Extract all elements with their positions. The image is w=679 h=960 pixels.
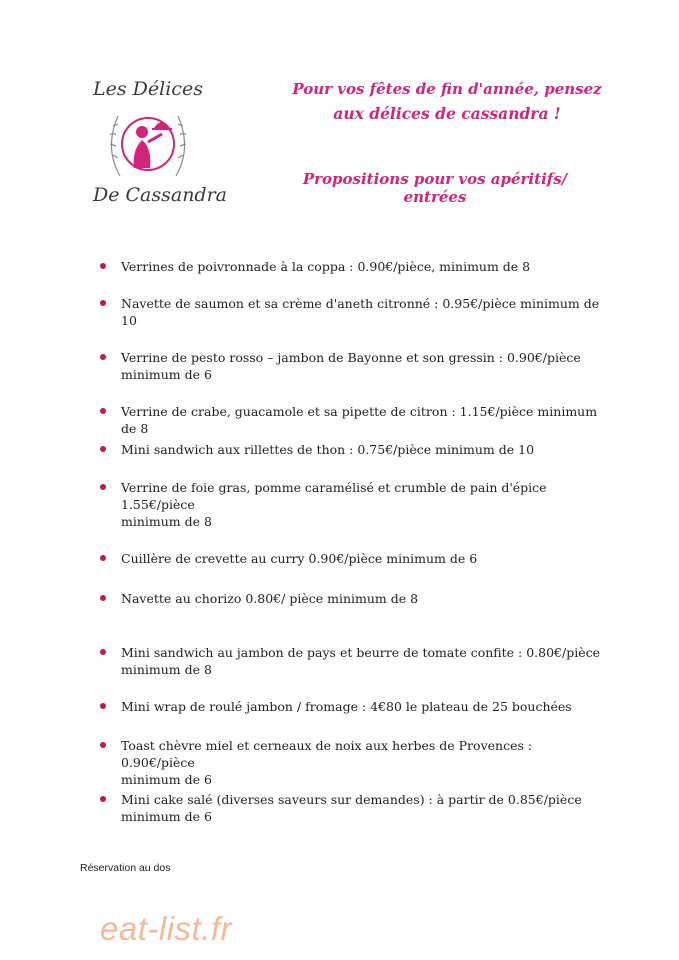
item-text-continued: minimum de 8 [121,662,212,677]
bullet-icon [100,263,106,269]
headline-line1: Pour vos fêtes de fin d'année, pensez [292,80,602,98]
item-text-continued: minimum de 6 [121,809,212,824]
logo [82,78,228,212]
item-text: Navette de saumon et sa crème d'aneth citronné : 0.95€/pièce minimum de 10 [121,296,600,328]
reservation-note: Réservation au dos [80,862,171,874]
bullet-icon [100,408,106,414]
bullet-icon [100,300,106,306]
item-text: Toast chèvre miel et cerneaux de noix aux herbes de Provences : 0.90€/pièce [121,738,533,770]
item-text: Mini sandwich au jambon de pays et beurre de tomate confite : 0.80€/pièce [121,645,601,660]
menu-subtitle: Propositions pour vos apéritifs/ entrées [302,170,568,206]
chef-emblem-icon [98,98,198,186]
bullet-icon [100,595,106,601]
item-text: Verrine de pesto rosso – jambon de Bayonne et son gressin : 0.90€/pièce [121,350,581,365]
item-text: Mini cake salé (diverses saveurs sur demandes) : à partir de 0.85€/pièce [121,792,582,807]
item-text: Navette au chorizo 0.80€/ pièce minimum de 8 [121,591,419,606]
item-text: Mini wrap de roulé jambon / fromage : 4€80 le plateau de 25 bouchées [121,699,572,714]
bullet-icon [100,796,106,802]
bullet-icon [100,555,106,561]
bullet-icon [100,742,106,748]
bullet-icon [100,446,106,452]
item-text: Verrine de crabe, guacamole et sa pipette de citron : 1.15€/pièce minimum de 8 [121,404,598,436]
watermark: eat-list.fr [100,910,233,947]
item-text: Cuillère de crevette au curry 0.90€/pièce minimum de 6 [121,551,478,566]
bullet-icon [100,703,106,709]
item-text-continued: minimum de 8 [121,514,212,529]
bullet-icon [100,649,106,655]
item-text: Mini sandwich aux rillettes de thon : 0.75€/pièce minimum de 10 [121,442,535,457]
item-text-continued: minimum de 6 [121,772,212,787]
headline-line2: aux délices de cassandra ! [333,104,561,123]
item-text-continued: minimum de 6 [121,367,212,382]
bullet-icon [100,484,106,490]
logo-bottom-text: De Cassandra [92,184,228,206]
logo-top-text: Les Délices [93,78,203,100]
item-text: Verrines de poivronnade à la coppa : 0.90€/pièce, minimum de 8 [121,259,531,274]
item-text: Verrine de foie gras, pomme caramélisé et crumble de pain d'épice 1.55€/pièce [121,480,547,512]
bullet-icon [100,354,106,360]
